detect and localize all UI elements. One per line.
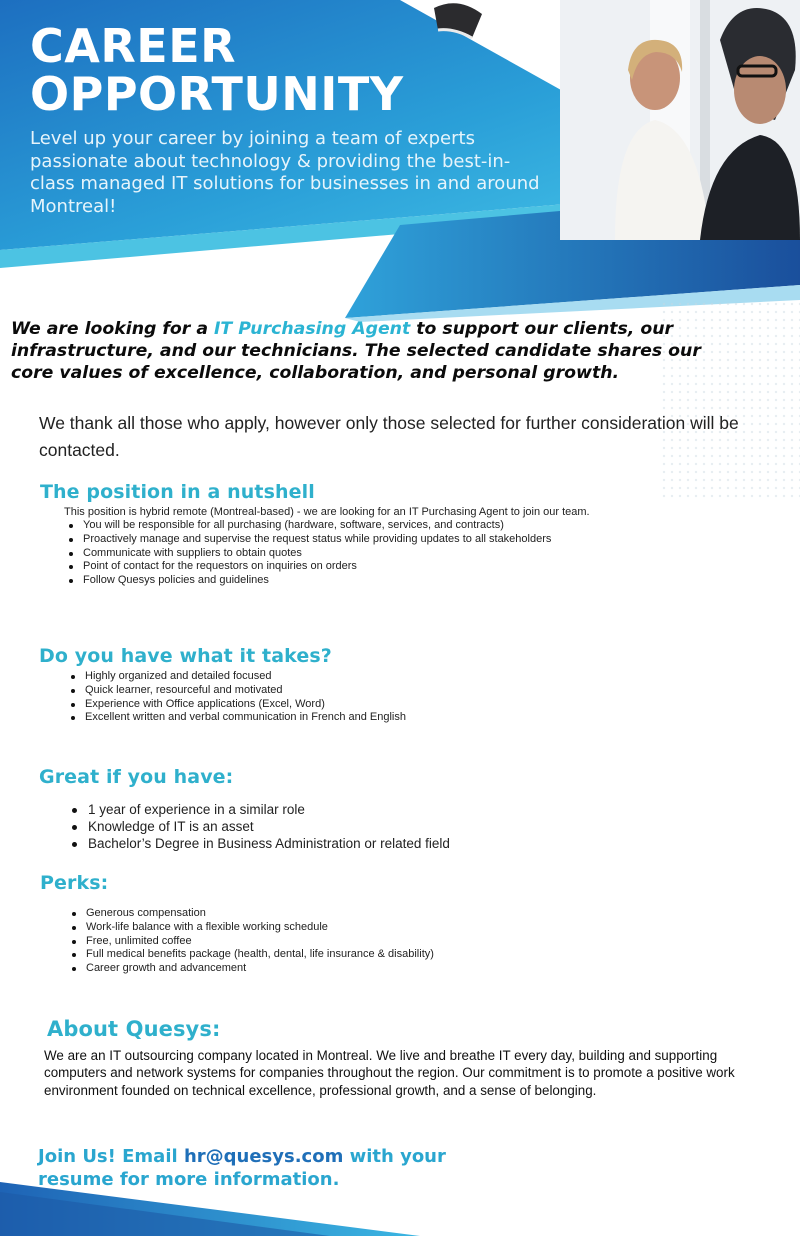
great-list	[68, 802, 768, 852]
list-item: Work-life balance with a flexible working schedule	[68, 921, 768, 935]
nutshell-heading: The position in a nutshell	[40, 481, 315, 503]
intro-suffix: to support our clients, our infrastructure, and our technicians. The selected candidate shares our core values of excellence, collaboration, and personal growth.	[11, 319, 701, 383]
list-item: Quick learner, resourceful and motivated	[67, 684, 767, 698]
thanks-note: We thank all those who apply, however only those selected for further consideration will be contacted.	[39, 413, 739, 460]
perks-list	[68, 907, 768, 976]
nutshell-lead: This position is hybrid remote (Montreal-based) - we are looking for an IT Purchasing Agent to join our team.	[64, 506, 590, 518]
list-item: Proactively manage and supervise the request status while providing updates to all stakeholders	[65, 533, 765, 547]
list-item: Follow Quesys policies and guidelines	[65, 574, 765, 588]
great-heading: Great if you have:	[39, 766, 234, 788]
email-link[interactable]: hr@quesys.com	[183, 1146, 344, 1167]
join-suffix: with your resume for more information.	[38, 1146, 446, 1190]
intro-prefix: We are looking for a	[11, 319, 214, 339]
about-heading: About Quesys:	[47, 1017, 221, 1041]
list-item: Full medical benefits package (health, dental, life insurance & disability)	[68, 948, 768, 962]
list-item: Career growth and advancement	[68, 962, 768, 976]
list-item: You will be responsible for all purchasing (hardware, software, services, and contracts)	[65, 519, 765, 533]
takes-list	[67, 670, 767, 725]
title-line-2: OPPORTUNITY	[30, 67, 404, 121]
join-prefix: Join Us! Email	[38, 1146, 184, 1167]
title-line-1: CAREER	[30, 19, 237, 73]
list-item: Experience with Office applications (Excel, Word)	[67, 698, 767, 712]
hero-photo	[560, 0, 800, 240]
about-text: We are an IT outsourcing company located in Montreal. We live and breathe IT every day, building and supporting computers and network systems for companies throughout the region. Our commitment is to promote a positive work environment founded on technical excellence, professional growth, and a sense of belonging.	[44, 1048, 735, 1098]
list-item: Point of contact for the requestors on inquiries on orders	[65, 560, 765, 574]
list-item: 1 year of experience in a similar role	[68, 802, 768, 819]
list-item: Communicate with suppliers to obtain quotes	[65, 547, 765, 561]
takes-heading: Do you have what it takes?	[39, 645, 332, 667]
hero-subtitle: Level up your career by joining a team of experts passionate about technology & providing the best-in-class managed IT solutions for businesses in and around Montreal!	[30, 128, 540, 217]
page-title	[30, 19, 404, 121]
list-item: Bachelor’s Degree in Business Administration or related field	[68, 836, 768, 853]
list-item: Knowledge of IT is an asset	[68, 819, 768, 836]
list-item: Generous compensation	[68, 907, 768, 921]
list-item: Free, unlimited coffee	[68, 935, 768, 949]
list-item: Highly organized and detailed focused	[67, 670, 767, 684]
nutshell-list	[65, 519, 765, 588]
footer-shape	[0, 1170, 800, 1236]
list-item: Excellent written and verbal communication in French and English	[67, 711, 767, 725]
job-title-highlight: IT Purchasing Agent	[214, 319, 411, 339]
perks-heading: Perks:	[40, 872, 109, 894]
lamp-icon	[428, 0, 488, 42]
intro-statement	[11, 318, 741, 384]
